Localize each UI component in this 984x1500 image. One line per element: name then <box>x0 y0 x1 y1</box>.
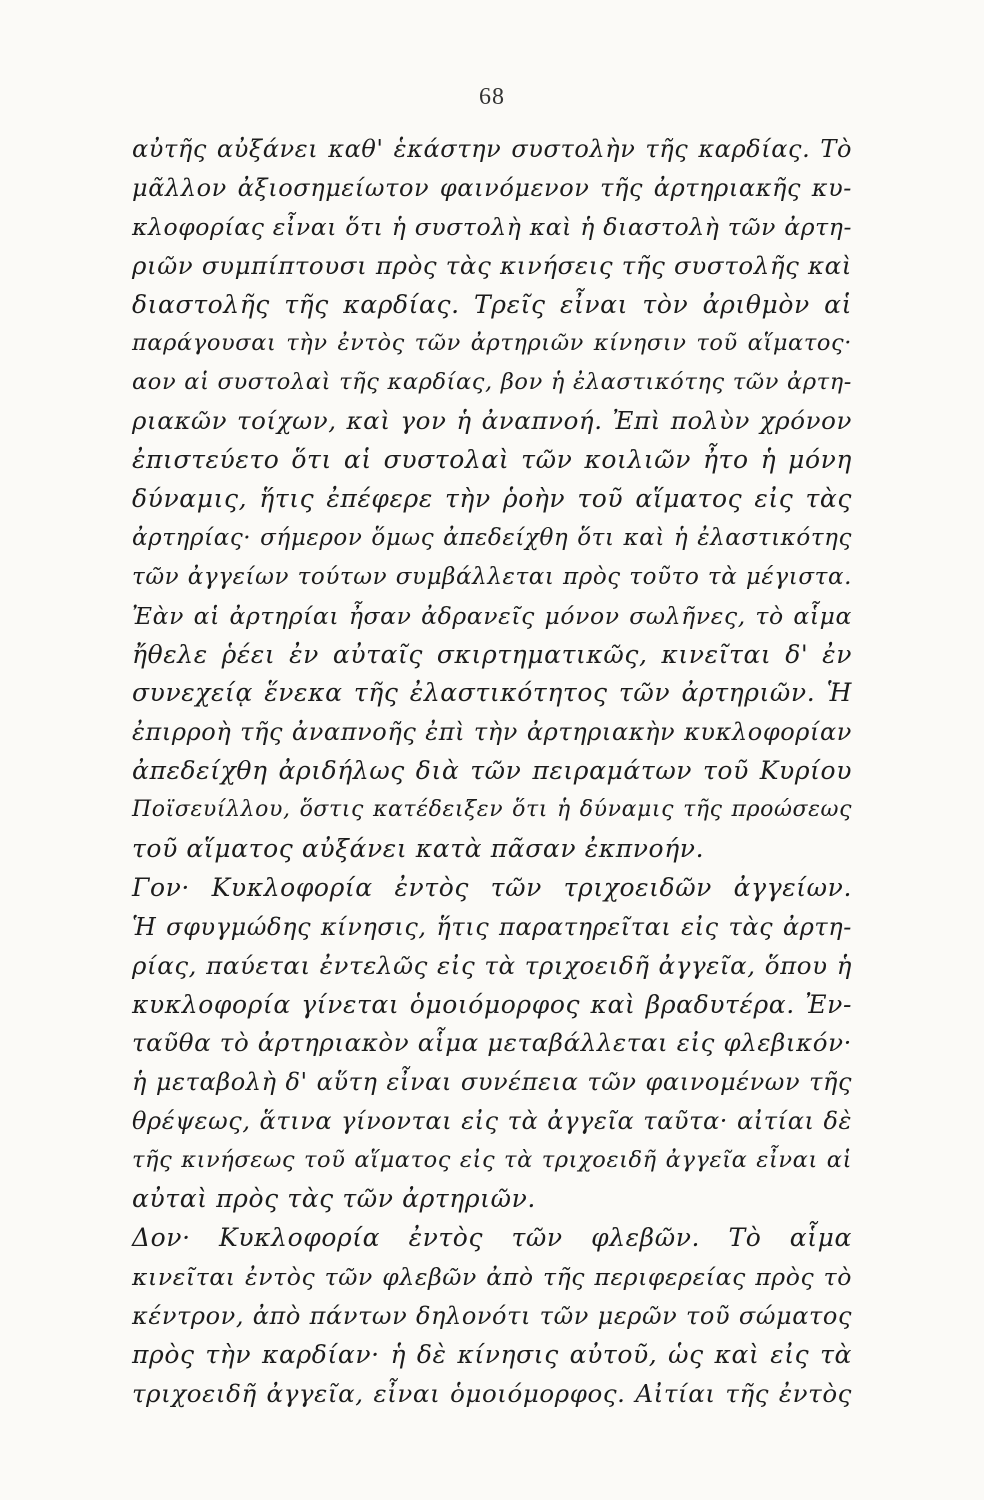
text-line: ἐπιρροὴ τῆς ἀναπνοῆς ἐπὶ τὴν ἀρτηριακὴν κυκλοφορίαν <box>132 718 852 747</box>
text-line: ριακῶν τοίχων, καὶ γον ἡ ἀναπνοή. Ἐπὶ πολὺν χρόνον <box>132 406 852 436</box>
text-line: Ἐὰν αἱ ἀρτηρίαι ἦσαν ἀδρανεῖς μόνον σωλῆνες, τὸ αἷμα <box>132 601 852 630</box>
text-line: Ἡ σφυγμώδης κίνησις, ἥτις παρατηρεῖται εἰς τὰς ἀρτη- <box>132 912 852 941</box>
text-line: θρέψεως, ἅτινα γίνονται εἰς τὰ ἀγγεῖα ταῦτα· αἰτίαι δὲ <box>132 1107 852 1136</box>
section-heading: Γον· Κυκλοφορία ἐντὸς τῶν τριχοειδῶν ἀγγείων. <box>132 872 852 902</box>
text-line: μᾶλλον ἀξιοσημείωτον φαινόμενον τῆς ἀρτηριακῆς κυ- <box>132 173 852 202</box>
text-line: ρίας, παύεται ἐντελῶς εἰς τὰ τριχοειδῆ ἀγγεῖα, ὅπου ἡ <box>132 950 852 980</box>
body-text <box>132 130 852 1413</box>
text-line: ἀρτηρίας· σήμερον ὅμως ἀπεδείχθη ὅτι καὶ ἡ ἐλαστικότης <box>132 524 852 551</box>
text-line: παράγουσαι τὴν ἐντὸς τῶν ἀρτηριῶν κίνησιν τοῦ αἵματος· <box>132 330 852 357</box>
text-line: κυκλοφορία γίνεται ὁμοιόμορφος καὶ βραδυτέρα. Ἐν- <box>132 989 852 1019</box>
text-line: πρὸς τὴν καρδίαν· ἡ δὲ κίνησις αὐτοῦ, ὡς καὶ εἰς τὰ <box>132 1339 852 1369</box>
text-line: ταῦθα τὸ ἀρτηριακὸν αἷμα μεταβάλλεται εἰς φλεβικόν· <box>132 1028 852 1058</box>
text-line: αον αἱ συστολαὶ τῆς καρδίας, βον ἡ ἐλαστικότης τῶν ἀρτη- <box>132 369 852 396</box>
text-line: κλοφορίας εἶναι ὅτι ἡ συστολὴ καὶ ἡ διαστολὴ τῶν ἀρτη- <box>132 212 852 241</box>
page-number: 68 <box>479 84 505 110</box>
text-line: συνεχείᾳ ἕνεκα τῆς ἐλαστικότητος τῶν ἀρτηριῶν. Ἡ <box>132 678 852 708</box>
text-line: αὐταὶ πρὸς τὰς τῶν ἀρτηριῶν. <box>132 1184 536 1214</box>
text-line: αὐτῆς αὐξάνει καθ' ἑκάστην συστολὴν τῆς καρδίας. Τὸ <box>132 135 852 163</box>
text-line: τοῦ αἵματος αὐξάνει κατὰ πᾶσαν ἐκπνοήν. <box>132 834 705 864</box>
text-line: κέντρον, ἀπὸ πάντων δηλονότι τῶν μερῶν τοῦ σώματος <box>132 1301 852 1330</box>
text-line: ριῶν συμπίπτουσι πρὸς τὰς κινήσεις τῆς συστολῆς καὶ <box>132 250 852 280</box>
text-line: κινεῖται ἐντὸς τῶν φλεβῶν ἀπὸ τῆς περιφερείας πρὸς τὸ <box>132 1262 852 1291</box>
text-line: ἀπεδείχθη ἀριδήλως διὰ τῶν πειραμάτων τοῦ Κυρίου <box>132 756 852 786</box>
text-line: τῶν ἀγγείων τούτων συμβάλλεται πρὸς τοῦτο τὰ μέγιστα. <box>132 563 852 590</box>
text-line: ἐπιστεύετο ὅτι αἱ συστολαὶ τῶν κοιλιῶν ἦτο ἡ μόνη <box>132 445 852 475</box>
section-heading: Δον· Κυκλοφορία ἐντὸς τῶν φλεβῶν. Τὸ αἷμα <box>132 1222 852 1252</box>
text-line: ἡ μεταβολὴ δ' αὕτη εἶναι συνέπεια τῶν φαινομένων τῆς <box>132 1068 852 1097</box>
text-line: Ποϊσευίλλου, ὅστις κατέδειξεν ὅτι ἡ δύναμις τῆς προώσεως <box>132 797 852 823</box>
text-line: τῆς κινήσεως τοῦ αἵματος εἰς τὰ τριχοειδῆ ἀγγεῖα εἶναι αἱ <box>132 1147 852 1174</box>
text-line: δύναμις, ἥτις ἐπέφερε τὴν ῥοὴν τοῦ αἵματος εἰς τὰς <box>132 484 852 514</box>
text-line: τριχοειδῆ ἀγγεῖα, εἶναι ὁμοιόμορφος. Αἰτίαι τῆς ἐντὸς <box>132 1378 852 1408</box>
text-line: ἤθελε ῥέει ἐν αὐταῖς σκιρτηματικῶς, κινεῖται δ' ἐν <box>132 639 852 669</box>
text-line: διαστολῆς τῆς καρδίας. Τρεῖς εἶναι τὸν ἀριθμὸν αἱ <box>132 289 852 319</box>
